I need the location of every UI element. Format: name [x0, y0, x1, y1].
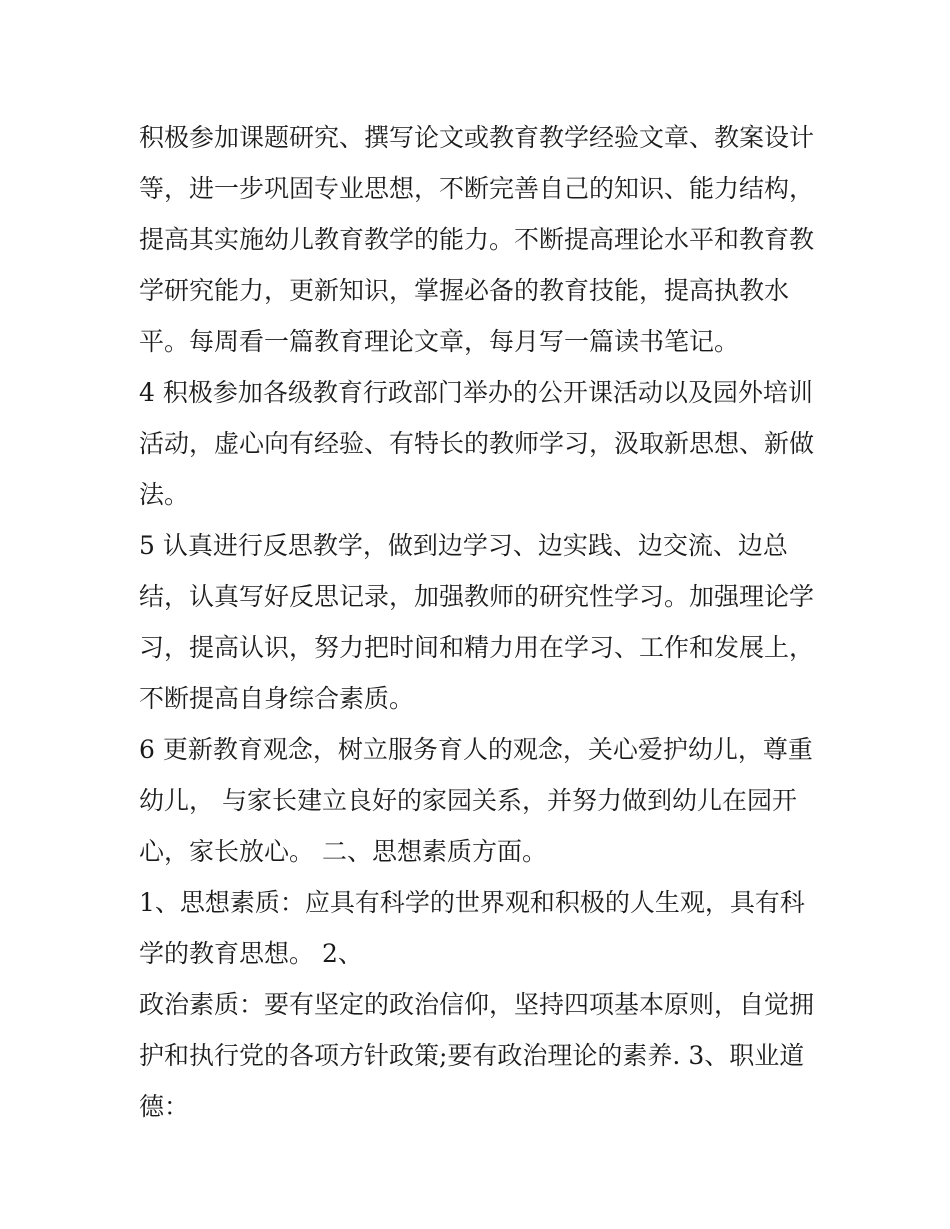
- text-line: 积极参加课题研究、撰写论文或教育教学经验文章、教案设计: [139, 123, 815, 152]
- text-line: 幼儿， 与家长建立良好的家园关系，并努力做到幼儿在园开: [139, 786, 797, 815]
- text-line: 1、思想素质：应具有科学的世界观和积极的人生观，具有科: [139, 888, 805, 917]
- text-line: 学研究能力，更新知识，掌握必备的教育技能，提高执教水: [139, 276, 790, 305]
- text-line: 学的教育思想。 2、: [139, 939, 363, 968]
- text-line: 结，认真写好反思记录，加强教师的研究性学习。加强理论学: [139, 582, 815, 611]
- body-text: [139, 112, 829, 1132]
- text-line: 德：: [139, 1092, 190, 1121]
- text-line: 活动，虚心向有经验、有特长的教师学习，汲取新思想、新做: [139, 429, 815, 458]
- text-line: 5 认真进行反思教学，做到边学习、边实践、边交流、边总: [139, 531, 788, 560]
- text-line: 护和执行党的各项方针政策;要有政治理论的素养. 3、职业道: [139, 1041, 805, 1070]
- text-line: 心，家长放心。 二、思想素质方面。: [139, 837, 547, 866]
- text-line: 等，进一步巩固专业思想，不断完善自己的知识、能力结构，: [139, 174, 815, 203]
- text-line: 6 更新教育观念，树立服务育人的观念，关心爱护幼儿，尊重: [139, 735, 813, 764]
- text-line: 政治素质：要有坚定的政治信仰，坚持四项基本原则，自觉拥: [139, 990, 815, 1019]
- text-line: 提高其实施幼儿教育教学的能力。不断提高理论水平和教育教: [139, 225, 815, 254]
- text-line: 4 积极参加各级教育行政部门举办的公开课活动以及园外培训: [139, 378, 813, 407]
- text-line: 习，提高认识，努力把时间和精力用在学习、工作和发展上，: [139, 633, 815, 662]
- text-line: 法。: [139, 480, 190, 509]
- text-line: 不断提高自身综合素质。: [139, 684, 415, 713]
- text-line: 平。每周看一篇教育理论文章，每月写一篇读书笔记。: [139, 327, 740, 356]
